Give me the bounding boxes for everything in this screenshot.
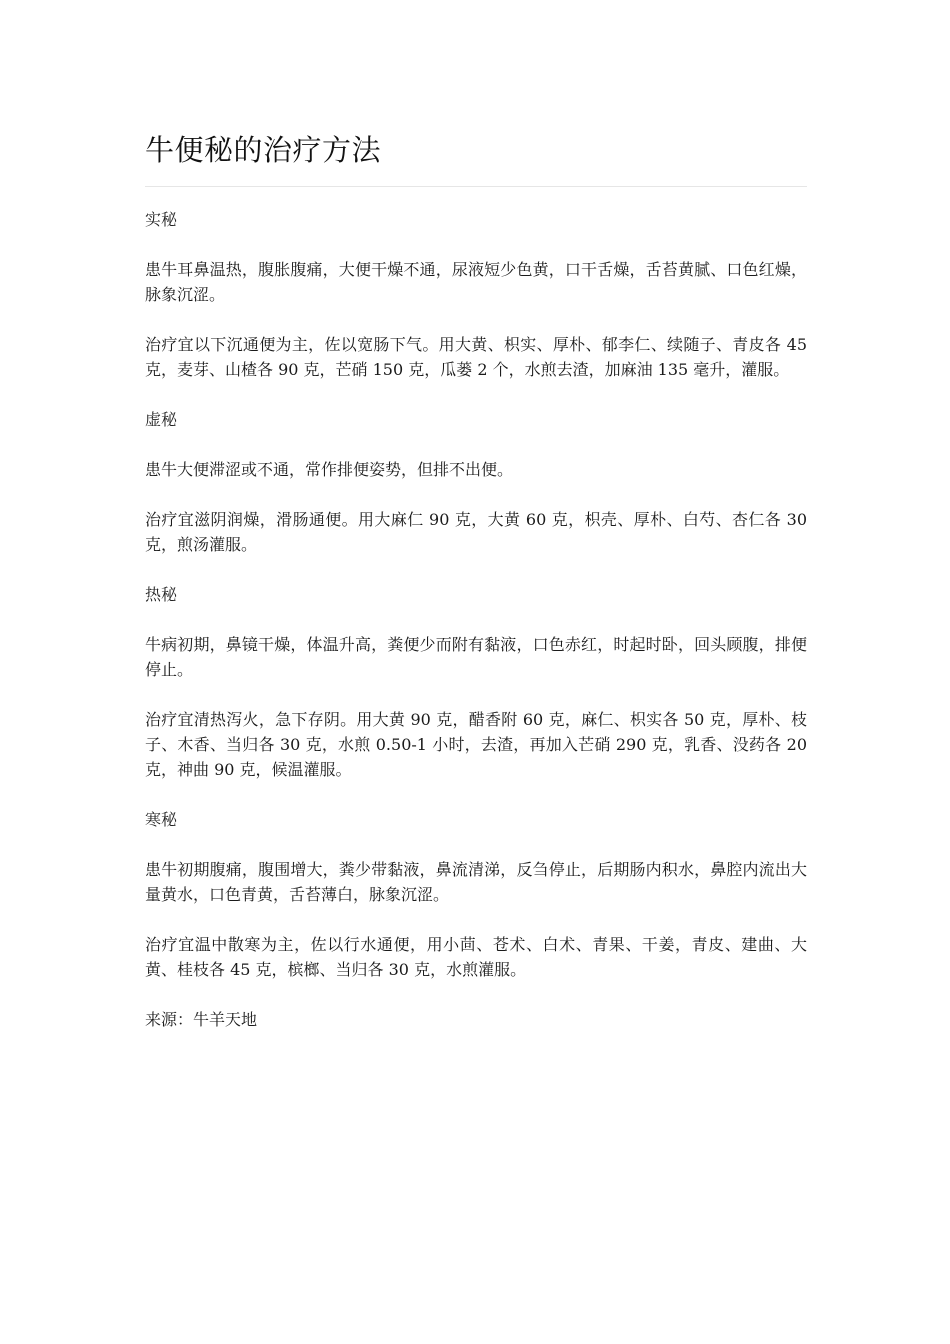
section-treatment: 治疗宜以下沉通便为主，佐以宽肠下气。用大黄、枳实、厚朴、郁李仁、续随子、青皮各 45 克，麦芽、山楂各 90 克，芒硝 150 克，瓜蒌 2 个，水煎去渣，加麻油 135 毫升，灌服。 [145, 335, 807, 379]
section-treatment: 治疗宜清热泻火，急下存阴。用大黄 90 克，醋香附 60 克，麻仁、枳实各 50 克，厚朴、枝子、木香、当归各 30 克，水煎 0.50-1 小时，去渣，再加入芒硝 290 克，乳香、没药各 20 克，神曲 90 克，候温灌服。 [145, 710, 807, 779]
section-symptom: 患牛初期腹痛，腹围增大，粪少带黏液，鼻流清涕，反刍停止，后期肠内积水，鼻腔内流出大量黄水，口色青黄，舌苔薄白，脉象沉涩。 [145, 860, 807, 904]
section-heading: 虚秘 [145, 410, 178, 429]
section-heading: 热秘 [145, 585, 178, 604]
section-xumi [145, 407, 807, 557]
section-symptom: 患牛耳鼻温热，腹胀腹痛，大便干燥不通，尿液短少色黄，口干舌燥，舌苔黄腻、口色红燥，脉象沉涩。 [145, 260, 807, 304]
section-treatment: 治疗宜滋阴润燥，滑肠通便。用大麻仁 90 克，大黄 60 克，枳壳、厚朴、白芍、杏仁各 30 克，煎汤灌服。 [145, 510, 807, 554]
source-line: 来源：牛羊天地 [145, 1010, 258, 1029]
section-symptom: 牛病初期，鼻镜干燥，体温升高，粪便少而附有黏液，口色赤红，时起时卧，回头顾腹，排便停止。 [145, 635, 807, 679]
section-symptom: 患牛大便滞涩或不通，常作排便姿势，但排不出便。 [145, 460, 514, 479]
section-treatment: 治疗宜温中散寒为主，佐以行水通便，用小茴、苍术、白术、青果、干姜，青皮、建曲、大黄、桂枝各 45 克，槟榔、当归各 30 克，水煎灌服。 [145, 935, 807, 979]
section-shimi [145, 207, 807, 382]
section-heading: 寒秘 [145, 810, 178, 829]
document-title: 牛便秘的治疗方法 [145, 133, 382, 167]
document-body [145, 207, 807, 1032]
section-heading: 实秘 [145, 210, 178, 229]
document-page [145, 0, 807, 1057]
section-remi [145, 582, 807, 782]
title-divider [145, 186, 807, 187]
section-hanmi [145, 807, 807, 982]
